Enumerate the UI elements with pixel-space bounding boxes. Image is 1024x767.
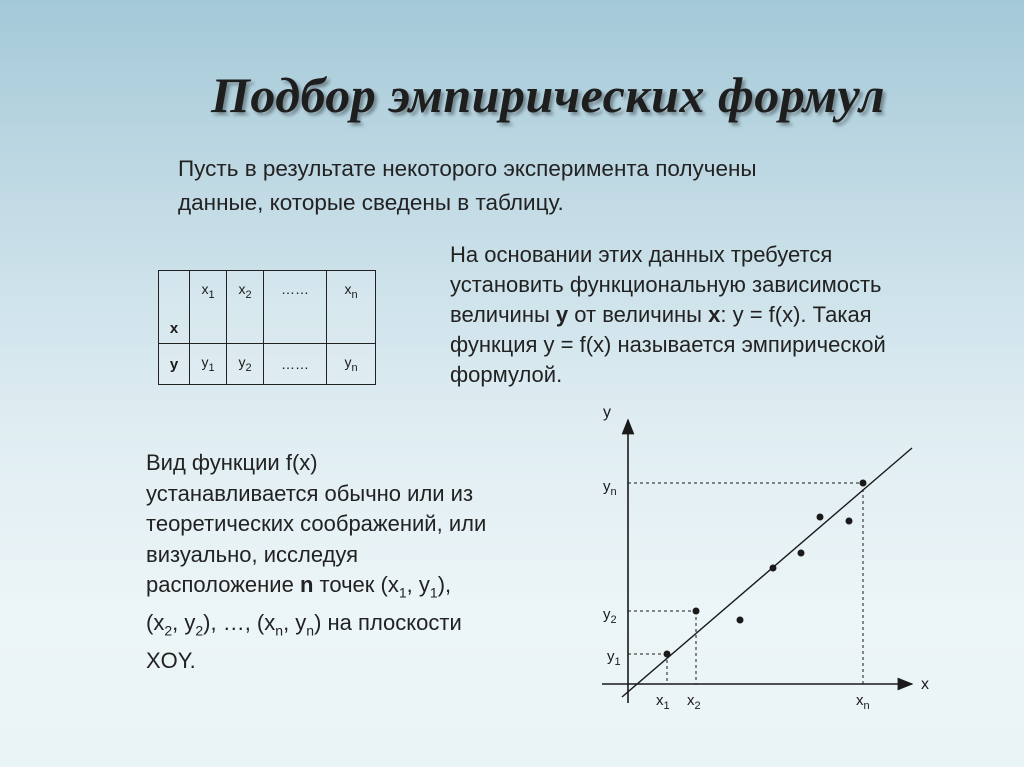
y-tick-label: $y_n$ xyxy=(603,478,617,498)
method-line: XOY. xyxy=(146,647,196,673)
table-cell: $y_n$ xyxy=(327,344,376,385)
definition-line: установить функциональную зависимость xyxy=(450,272,882,297)
intro-line: данные, которые сведены в таблицу. xyxy=(178,190,564,215)
definition-line: величины y от величины x: y = f(x). Такая xyxy=(450,302,872,327)
fit-line xyxy=(622,448,912,697)
definition-line: формулой. xyxy=(450,362,563,387)
y-tick-label: $y_1$ xyxy=(607,648,621,668)
data-point xyxy=(817,514,824,521)
data-point xyxy=(770,565,777,572)
table-cell: $y_2$ xyxy=(227,344,264,385)
table-row-x xyxy=(159,271,376,344)
method-line: теоретических соображений, или xyxy=(146,511,487,536)
data-point xyxy=(664,651,671,658)
definition-text xyxy=(450,240,990,390)
y-axis-label: y xyxy=(603,404,611,421)
data-point xyxy=(693,608,700,615)
x-tick-label: $x_1$ xyxy=(656,692,670,712)
page-title: Подбор эмпирических формул xyxy=(210,67,886,123)
intro-line: Пусть в результате некоторого эксперимента получены xyxy=(178,156,757,181)
table-cell: …… xyxy=(264,271,327,344)
intro-text xyxy=(178,152,958,220)
method-line: Вид функции f(x) xyxy=(146,450,318,475)
definition-line: На основании этих данных требуется xyxy=(450,242,833,267)
data-point xyxy=(798,550,805,557)
data-point xyxy=(846,518,853,525)
x-tick-label: $x_2$ xyxy=(687,692,701,712)
table-cell: $x_n$ xyxy=(327,271,376,344)
x-axis-label: x xyxy=(921,676,929,693)
data-point xyxy=(860,480,867,487)
method-line: устанавливается обычно или из xyxy=(146,480,474,506)
method-line: расположение n точек ($x_1$, $y_1$), xyxy=(146,572,452,601)
x-tick-label: $x_n$ xyxy=(856,692,870,712)
data-table xyxy=(158,270,376,385)
table-header-y: y xyxy=(159,344,190,385)
table-cell: $x_2$ xyxy=(227,271,264,344)
definition-line: функция y = f(x) называется эмпирической xyxy=(450,332,886,357)
table-cell: …… xyxy=(264,344,327,385)
table-cell: $x_1$ xyxy=(190,271,227,344)
y-tick-label: $y_2$ xyxy=(603,606,617,626)
method-text xyxy=(146,448,566,676)
table-header-x: x xyxy=(159,271,190,344)
method-line: визуально, исследуя xyxy=(146,541,359,567)
method-line: ($x_2$, $y_2$), …, ($x_n$, $y_n$) на плоскости xyxy=(146,609,462,639)
data-point xyxy=(737,617,744,624)
table-cell: $y_1$ xyxy=(190,344,227,385)
table-row-y xyxy=(159,344,376,385)
scatter-diagram xyxy=(590,395,930,725)
